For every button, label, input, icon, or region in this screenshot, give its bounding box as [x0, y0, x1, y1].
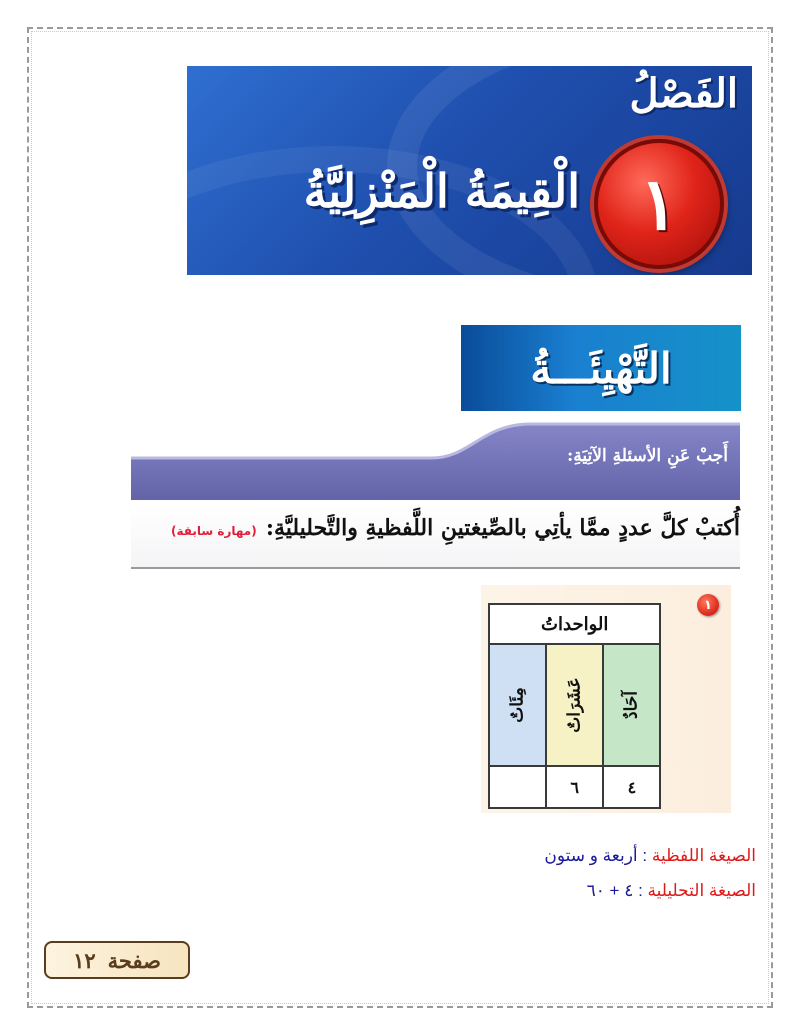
expanded-form-answer	[587, 881, 756, 901]
expanded-form-separator: :	[638, 881, 643, 900]
value-tens: ٦	[546, 766, 603, 808]
value-hundreds	[489, 766, 546, 808]
page-number-tag	[44, 941, 190, 979]
instruction-band	[131, 418, 740, 500]
chapter-title: الْقِيمَةُ الْمَنْزِلِيَّةُ	[303, 164, 580, 218]
chapter-label: الفَصْلُ	[629, 70, 738, 117]
chapter-number-badge	[594, 139, 724, 269]
prompt-text: أُكتبْ كلَّ عددٍ ممَّا يأتِي بالصِّيغتينِ اللَّفظيةِ والتَّحليليَّةِ:	[265, 515, 740, 541]
place-value-table	[488, 603, 661, 809]
verbal-form-separator: :	[642, 846, 648, 865]
page-number: ١٢	[73, 947, 96, 973]
warmup-banner	[461, 325, 741, 411]
expanded-form-label: الصيغة التحليلية	[647, 881, 756, 900]
column-ones	[603, 644, 660, 766]
page-label: صفحة	[107, 947, 161, 973]
instruction-text: أَجبْ عَنِ الأسئلةِ الآتِيَةِ:	[567, 446, 728, 466]
column-tens	[546, 644, 603, 766]
column-tens-label: عَشَرَاتٌ	[564, 677, 585, 733]
exercise-prompt	[131, 505, 740, 569]
column-ones-label: آحَادٌ	[621, 691, 642, 719]
verbal-form-value: أربعة و ستون	[544, 846, 638, 865]
warmup-title: التَّهْيِئَـــةُ	[530, 343, 672, 393]
exercise-number-badge	[697, 594, 719, 616]
expanded-form-value: ٤ + ٦٠	[586, 881, 634, 900]
place-value-header: الواحداتُ	[489, 604, 660, 644]
value-ones: ٤	[603, 766, 660, 808]
chapter-number: ١	[639, 161, 679, 246]
chapter-banner	[187, 66, 752, 275]
column-hundreds-label: مِئَاتٌ	[507, 687, 528, 723]
prompt-note: (مهارة سابقة)	[171, 524, 257, 538]
column-hundreds	[489, 644, 546, 766]
verbal-form-answer	[544, 846, 756, 866]
exercise-number: ١	[704, 597, 712, 613]
verbal-form-label: الصيغة اللفظية	[651, 846, 756, 865]
